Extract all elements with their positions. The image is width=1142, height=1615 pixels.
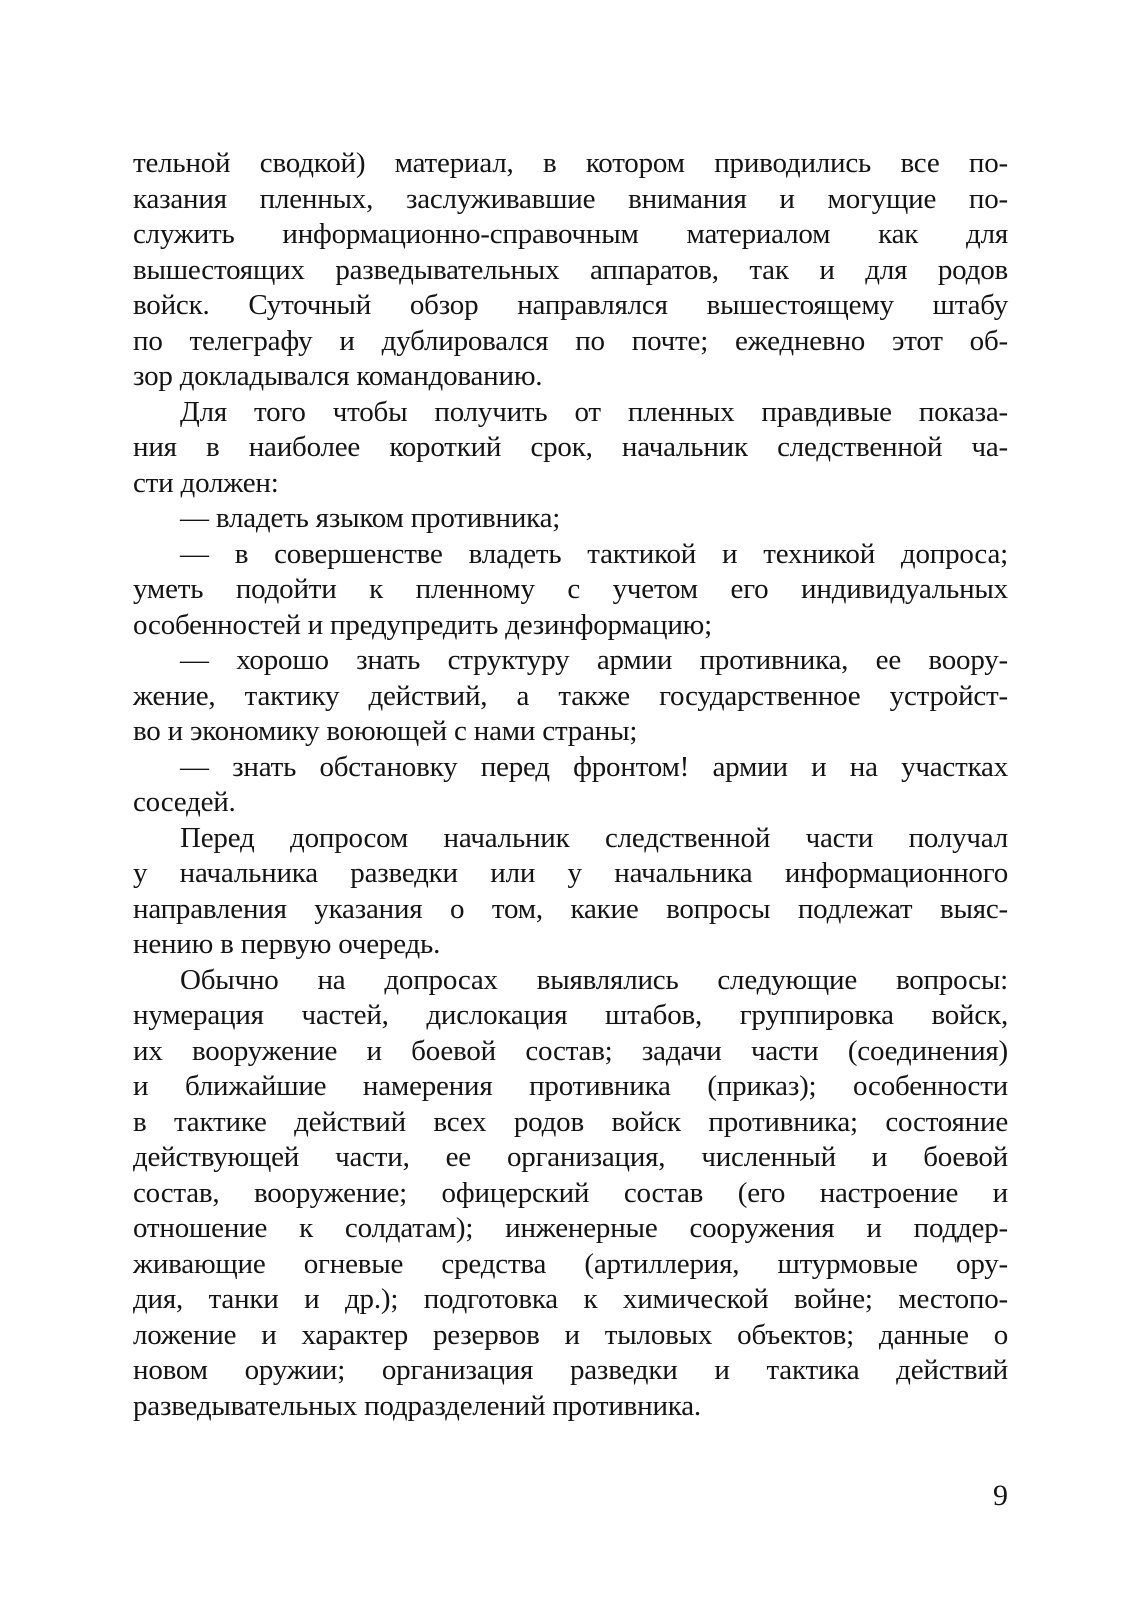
text-line: — знать обстановку перед фронтом! армии и на участках bbox=[180, 750, 1008, 783]
text-line: их вооружение и боевой состав; задачи части (соединения) bbox=[133, 1034, 1008, 1067]
text-line: сти должен: bbox=[133, 466, 279, 499]
page-number: 9 bbox=[993, 1479, 1008, 1512]
text-line: войск. Суточный обзор направлялся вышестоящему штабу bbox=[133, 289, 1008, 321]
text-line: тельной сводкой) материал, в котором приводились все по- bbox=[133, 147, 1008, 179]
text-line: живающие огневые средства (артиллерия, штурмовые ору- bbox=[133, 1247, 1008, 1280]
text-line: соседей. bbox=[133, 786, 236, 818]
text-line: нению в первую очередь. bbox=[133, 928, 441, 960]
text-line: новом оружии; организация разведки и тактика действий bbox=[133, 1354, 1008, 1386]
text-line: во и экономику воюющей с нами страны; bbox=[133, 715, 638, 747]
text-line: служить информационно-справочным материалом как для bbox=[133, 218, 1008, 250]
text-block bbox=[133, 146, 1008, 1424]
text-line: по телеграфу и дублировался по почте; ежедневно этот об- bbox=[133, 324, 1008, 357]
text-line: нумерация частей, дислокация штабов, группировка войск, bbox=[133, 999, 1008, 1031]
text-line: уметь подойти к пленному с учетом его индивидуальных bbox=[133, 573, 1008, 605]
text-line: Обычно на допросах выявлялись следующие вопросы: bbox=[180, 963, 1008, 996]
text-line: отношение к солдатам); инженерные сооружения и поддер- bbox=[133, 1212, 1008, 1244]
text-line: состав, вооружение; офицерский состав (его настроение и bbox=[133, 1176, 1008, 1209]
text-line: — владеть языком противника; bbox=[180, 502, 561, 534]
text-line: казания пленных, заслуживавшие внимания и могущие по- bbox=[133, 182, 1008, 215]
text-line: разведывательных подразделений противника. bbox=[133, 1389, 701, 1422]
text-line: — хорошо знать структуру армии противника, ее воору- bbox=[180, 644, 1008, 676]
text-line: ния в наиболее короткий срок, начальник следственной ча- bbox=[133, 431, 1008, 463]
text-line: и ближайшие намерения противника (приказ); особенности bbox=[133, 1070, 1008, 1102]
text-line: у начальника разведки или у начальника информационного bbox=[133, 857, 1008, 889]
text-line: жение, тактику действий, а также государственное устройст- bbox=[133, 679, 1008, 712]
text-line: — в совершенстве владеть тактикой и техникой допроса; bbox=[180, 537, 1008, 570]
text-line: зор докладывался командованию. bbox=[133, 360, 543, 392]
text-line: Для того чтобы получить от пленных правдивые показа- bbox=[180, 395, 1008, 428]
text-line: Перед допросом начальник следственной части получал bbox=[180, 821, 1008, 854]
text-line: ложение и характер резервов и тыловых объектов; данные о bbox=[133, 1318, 1008, 1351]
text-line: направления указания о том, какие вопросы подлежат выяс- bbox=[133, 892, 1008, 925]
text-line: особенностей и предупредить дезинформацию; bbox=[133, 608, 712, 641]
text-line: дия, танки и др.); подготовка к химической войне; местопо- bbox=[133, 1283, 1008, 1315]
text-line: в тактике действий всех родов войск противника; состояние bbox=[133, 1105, 1008, 1138]
text-line: действующей части, ее организация, численный и боевой bbox=[133, 1141, 1008, 1173]
text-line: вышестоящих разведывательных аппаратов, так и для родов bbox=[133, 253, 1008, 286]
